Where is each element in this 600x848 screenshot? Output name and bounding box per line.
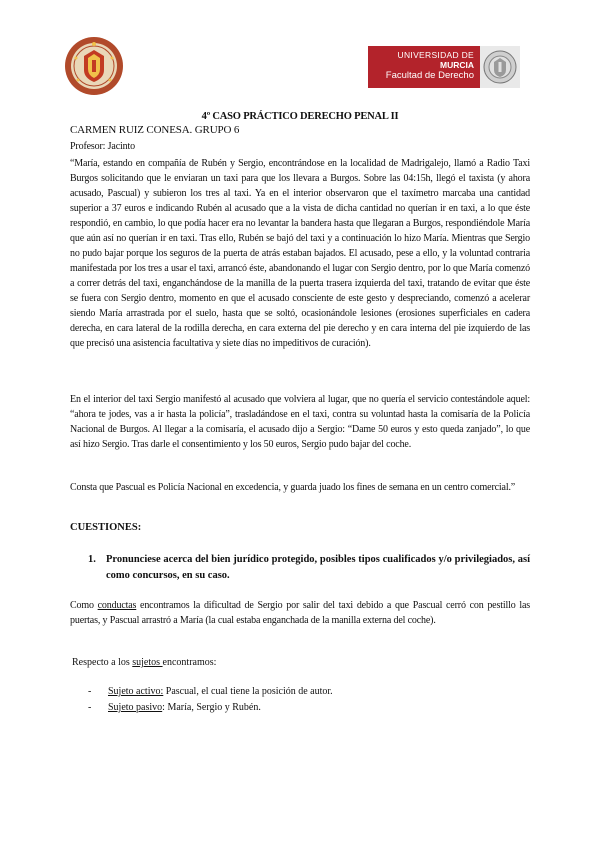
university-seal-icon	[64, 36, 124, 96]
bullet-text: : María, Sergio y Rubén.	[162, 702, 261, 713]
question-1	[88, 552, 530, 584]
author-line: CARMEN RUIZ CONESA. GRUPO 6	[70, 124, 240, 136]
sujetos-lead: Respecto a los	[72, 657, 133, 668]
university-logo-text	[368, 46, 480, 88]
faculty-name: Facultad de Derecho	[385, 70, 474, 81]
case-paragraph-1: “María, estando en compañía de Rubén y Sergio, encontrándose en la localidad de Madrigalejo, llamó a Radio Taxi Burgos solicitando que le enviaran un taxi para que los llevara a Burgos. Sobre las 04:15h, llegó el taxista (y ahora acusado, Pascual) y subieron los tres al taxi. Ya en el interior observaron que el taxímetro marcaba una cantidad superior a 37 euros e indicando Rubén al acusado que a la vista de dicha cantidad no querían ir en taxi, a lo que éste respondió, en cambio, lo que podía hacer era no levantar la bandera hasta que llegaran a Burgos, respondiéndole María que aún así no querían ir en taxi. Tras ello, Rubén se bajó del taxi y a continuación lo hizo María. Mientras que Sergio no pudo bajar porque los seguros de la puerta de atrás estaban bajados. El acusado, pese a ello, y la voluntad contraria manifestada por los tres a usar el taxi, arrancó éste, abandonando el lugar con Sergio dentro, por lo que María comenzó a correr detrás del taxi, enganchándose de la manilla de la puerta trasera izquierda del taxi, tratando de evitar que éste se fuera con Sergio dentro, momento en que el acusado consciente de este gesto y despreciando, comenzó a acelerar siendo María arrastrada por el suelo, hasta que se soltó, ocasionándole lesiones (erosiones superficiales en cadera derecha, en cara lateral de la rodilla derecha, en cara externa del pie derecho y en cara interna del pie izquierdo de las que precisó una asistencia facultativa y siete días no impeditivos de curación).	[70, 158, 530, 349]
university-city: MURCIA	[440, 60, 474, 70]
bullet-dash: -	[88, 686, 92, 697]
bullet-label: Sujeto pasivo	[108, 702, 163, 713]
questions-heading: CUESTIONES:	[70, 522, 142, 533]
bullet-text: Pascual, el cual tiene la posición de autor.	[163, 686, 333, 697]
faculty-seal-icon	[480, 46, 520, 88]
bullet-dash: -	[88, 702, 92, 713]
bullet-label: Sujeto activo:	[108, 686, 164, 697]
sujetos-rest: encontramos:	[162, 657, 217, 668]
question-1-text: Pronunciese acerca del bien jurídico protegido, posibles tipos cualificados y/o privilegiados, así como concursos, en su caso.	[106, 554, 530, 581]
professor-line: Profesor: Jacinto	[70, 141, 135, 152]
case-paragraph-3: Consta que Pascual es Policía Nacional en excedencia, y guarda juado los fines de semana en un centro comercial.”	[70, 482, 516, 493]
case-paragraph-2: En el interior del taxi Sergio manifestó al acusado que volviera al lugar, que no quería el servicio contestándole aquel: “ahora te jodes, vas a ir hasta la policía”, trasladándose en el taxi, contra su voluntad hasta la comisaría de la Policía Nacional de Burgos. Al llegar a la comisaría, el acusado dijo a Sergio: “Dame 50 euros y esto queda zanjado”, lo que así hizo Sergio. Tras darle el consentimiento y los 50 euros, Sergio pudo bajar del coche.	[70, 394, 530, 450]
answer-rest: encontramos la dificultad de Sergio por salir del taxi debido a que Pascual cerró con pestillo las puertas, y Pascual arrastró a María (la cual estaba enganchada de la manilla externa del coche).	[70, 600, 530, 626]
sujetos-line	[72, 657, 216, 668]
sujetos-keyword: sujetos	[132, 657, 163, 668]
university-logo	[368, 46, 520, 88]
subjects-list	[88, 684, 333, 716]
list-item	[88, 700, 333, 716]
university-name: UNIVERSIDAD DE	[397, 50, 474, 60]
answer-conductas	[70, 598, 530, 628]
question-1-number: 1.	[88, 554, 96, 565]
answer-keyword: conductas	[97, 600, 137, 611]
list-item	[88, 684, 333, 700]
answer-lead: Como	[70, 600, 98, 611]
document-title: 4º CASO PRÁCTICO DERECHO PENAL II	[201, 111, 399, 122]
